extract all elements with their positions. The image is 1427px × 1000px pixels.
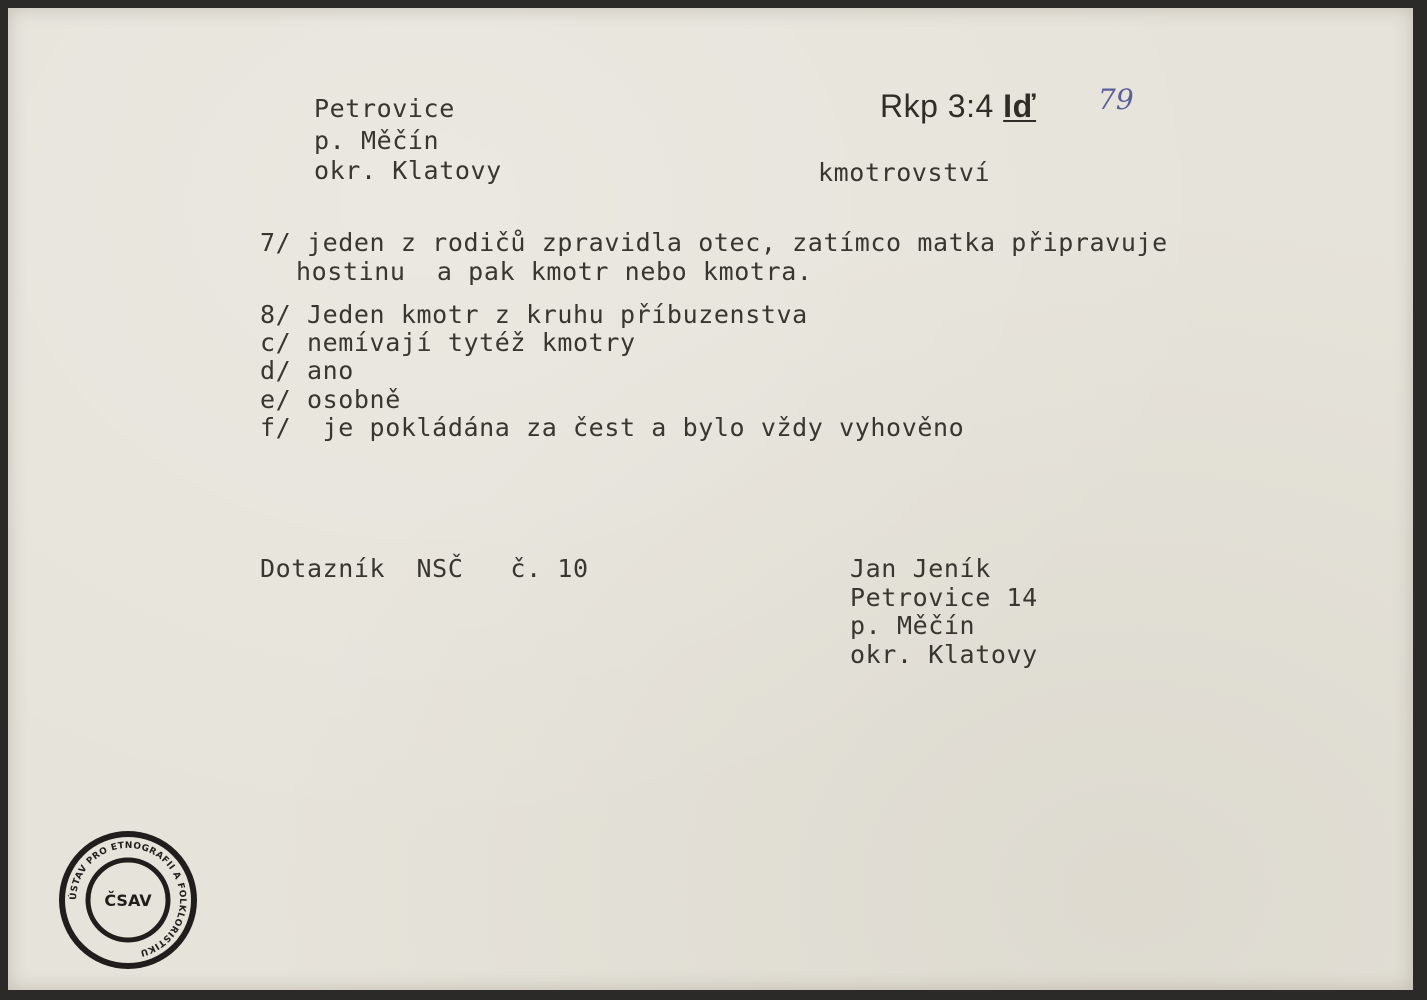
answer-line: 8/ Jeden kmotr z kruhu příbuzenstva [260, 300, 808, 329]
respondent-address: Petrovice 14 [850, 583, 1038, 612]
answer-line: d/ ano [260, 356, 354, 385]
reference-code: Iď [1003, 88, 1037, 124]
handwritten-number: 79 [1098, 83, 1134, 116]
questionnaire-reference: Dotazník NSČ č. 10 [260, 554, 589, 583]
respondent-name: Jan Jeník [850, 554, 991, 583]
stamp-center-text: ČSAV [104, 891, 152, 910]
answer-line: hostinu a pak kmotr nebo kmotra. [296, 257, 813, 286]
answer-line: e/ osobně [260, 385, 401, 414]
answer-line: c/ nemívají tytéž kmotry [260, 328, 636, 357]
answer-line: f/ je pokládána za čest a bylo vždy vyhověno [260, 413, 965, 442]
respondent-district: okr. Klatovy [850, 640, 1038, 669]
stamp-ring-text: ÚSTAV PRO ETNOGRAFII A FOLKLORISTIKU [68, 840, 188, 958]
district: okr. Klatovy [314, 156, 502, 185]
post-office: p. Měčín [314, 126, 440, 155]
archive-reference [880, 90, 1036, 122]
archive-card [8, 8, 1413, 990]
reference-prefix: Rkp 3:4 [880, 88, 1004, 124]
place-name: Petrovice [314, 94, 455, 123]
respondent-post: p. Měčín [850, 611, 976, 640]
answer-line: 7/ jeden z rodičů zpravidla otec, zatímco matka připravuje [260, 228, 1168, 257]
topic-label: kmotrovství [818, 158, 991, 187]
institution-stamp [58, 830, 198, 970]
